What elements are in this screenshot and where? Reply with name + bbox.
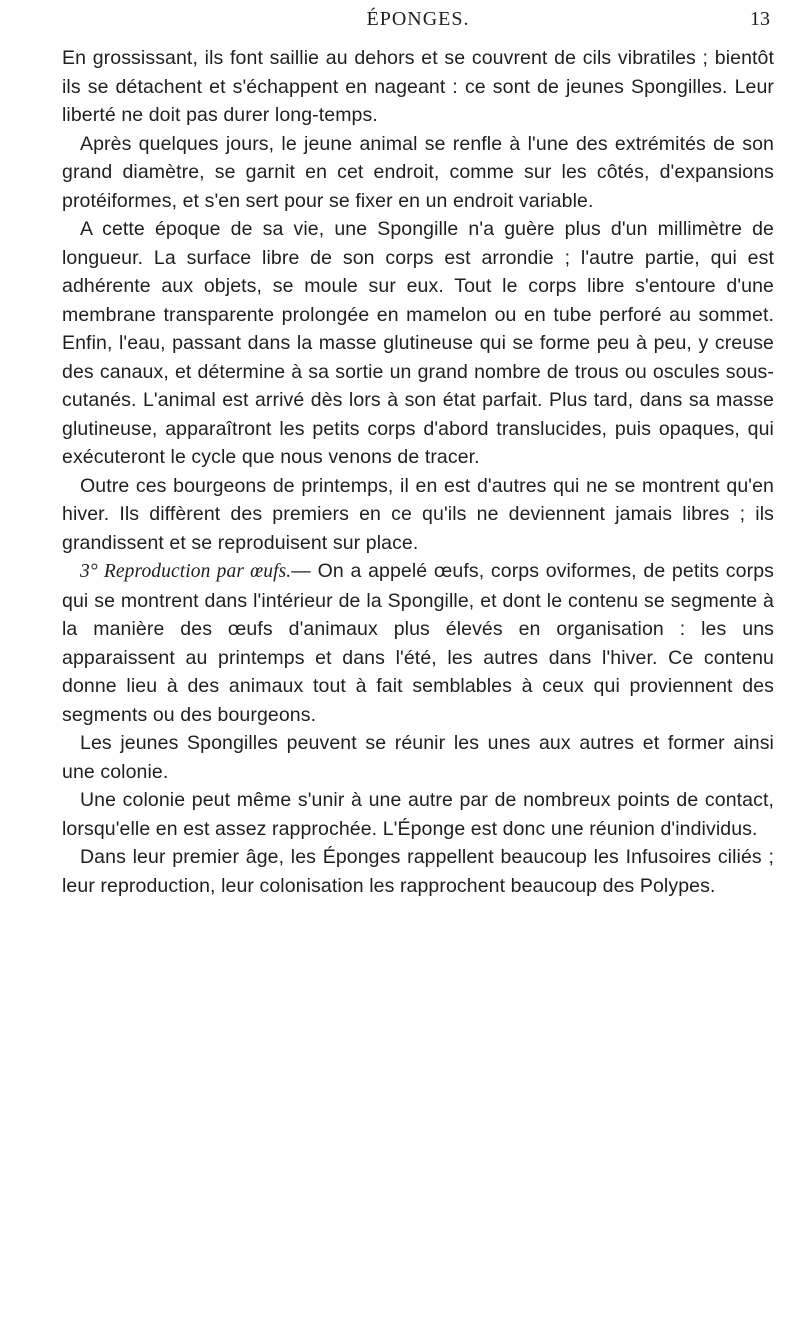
paragraph-3 (62, 215, 774, 472)
paragraph-2 (62, 130, 774, 216)
body-text (62, 44, 774, 900)
paragraph-5 (62, 557, 774, 729)
paragraph-text: Une colonie peut même s'unir à une autre par de nombreux points de contact, lorsqu'elle en est assez rapprochée. L'Éponge est donc une réunion d'individus. (62, 789, 774, 840)
paragraph-8 (62, 843, 774, 900)
paragraph-text: Après quelques jours, le jeune animal se renfle à l'une des extrémités de son grand diamètre, se garnit en cet endroit, comme sur les côtés, d'expansions protéiformes, et s'en sert pour se fixer en un endroit variable. (62, 132, 774, 212)
section-heading: 3° Reproduction par œufs. (80, 561, 292, 582)
paragraph-6 (62, 729, 774, 786)
paragraph-text: Dans leur premier âge, les Éponges rappellent beaucoup les Infusoires ciliés ; leur reproduction, leur colonisation les rapprochent beaucoup des Polypes. (62, 846, 774, 897)
paragraph-text: A cette époque de sa vie, une Spongille n'a guère plus d'un millimètre de longueur. La surface libre de son corps est arrondie ; l'autre partie, qui est adhérente aux objets, se moule sur eux. Tout le corps libre s'entoure d'une membrane transparente prolongée en mamelon ou en tube perforé au sommet. Enfin, l'eau, passant dans la masse glutineuse qui se forme peu à peu, y creuse des canaux, et détermine à sa sortie un grand nombre de trous ou oscules sous-cutanés. L'animal est arrivé dès lors à son état parfait. Plus tard, dans sa masse glutineuse, apparaîtront les petits corps d'abord translucides, puis opaques, qui exécuteront le cycle que nous venons de tracer. (62, 218, 774, 468)
running-head (58, 2, 778, 34)
running-title: ÉPONGES. (366, 8, 470, 30)
page-number: 13 (750, 8, 770, 30)
paragraph-7 (62, 786, 774, 843)
paragraph-1 (62, 44, 774, 130)
paragraph-text: En grossissant, ils font saillie au dehors et se couvrent de cils vibratiles ; bientôt ils se détachent et s'échappent en nageant : ce sont de jeunes Spongilles. Leur liberté ne doit pas durer long-temps. (62, 47, 774, 126)
paragraph-text: — On a appelé œufs, corps oviformes, de petits corps qui se montrent dans l'intérieur de la Spongille, et dont le contenu se segmente à la manière des œufs d'animaux plus élevés en organisation : les uns apparaissent au printemps et dans l'été, les autres dans l'hiver. Ce contenu donne lieu à des animaux tout à fait semblables à ceux qui proviennent des segments ou des bourgeons. (62, 560, 774, 726)
paragraph-text: Outre ces bourgeons de printemps, il en est d'autres qui ne se montrent qu'en hiver. Ils diffèrent des premiers en ce qu'ils ne deviennent jamais libres ; ils grandissent et se reproduisent sur place. (62, 474, 774, 554)
paragraph-4 (62, 472, 774, 558)
paragraph-text: Les jeunes Spongilles peuvent se réunir les unes aux autres et former ainsi une colonie. (62, 732, 774, 783)
